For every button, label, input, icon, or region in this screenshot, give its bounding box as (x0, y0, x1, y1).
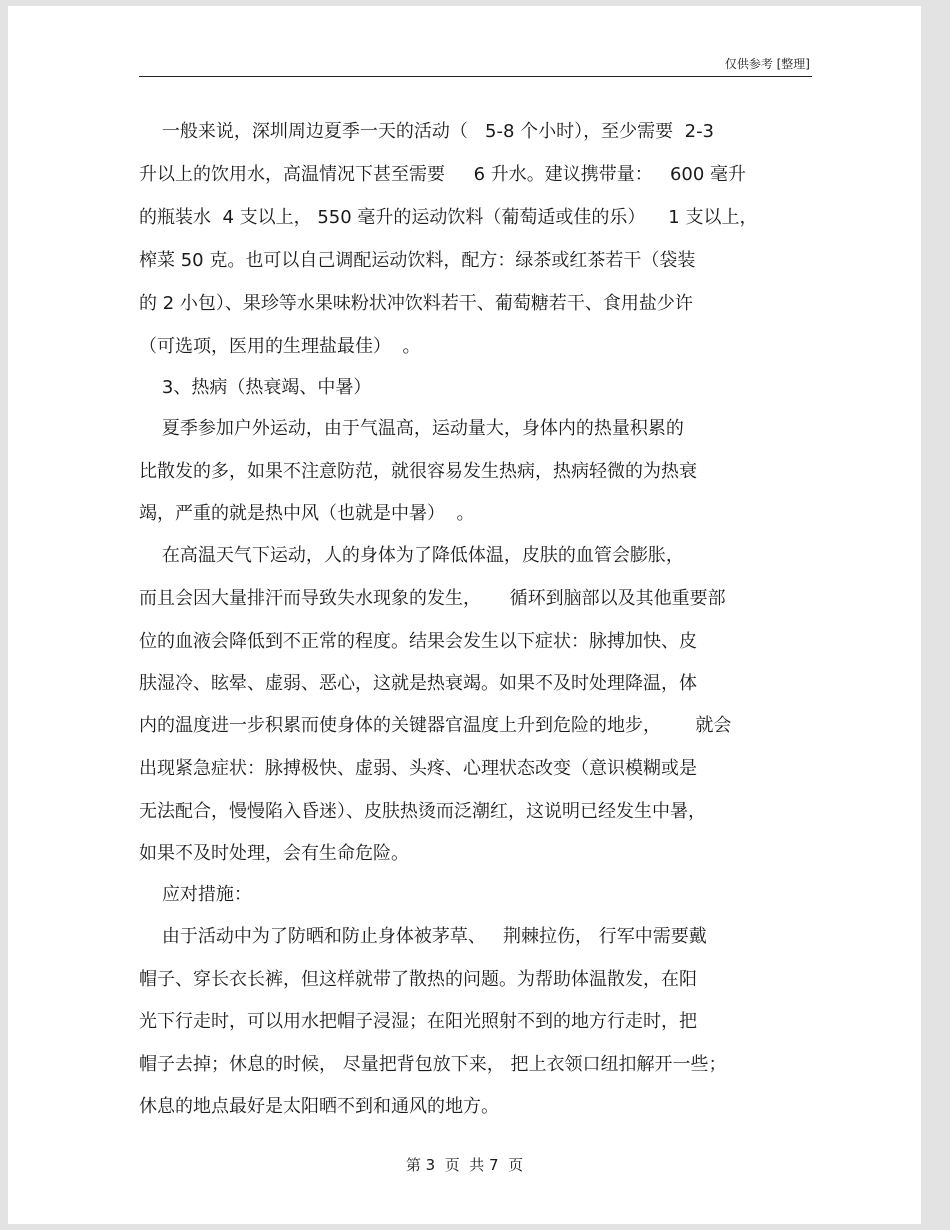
text-line: 如果不及时处理，会有生命危险。 (139, 843, 409, 864)
text-line: 帽子、穿长衣长裤，但这样就带了散热的问题。为帮助体温散发，在阳 (139, 969, 697, 990)
text-line: 在高温天气下运动，人的身体为了降低体温，皮肤的血管会膨胀， (139, 545, 684, 566)
header-divider (139, 76, 812, 77)
text-line: 光下行走时，可以用水把帽子浸湿；在阳光照射不到的地方行走时，把 (139, 1011, 697, 1032)
page-header: 仅供参考 [整理] (724, 57, 810, 71)
text-line: 而且会因大量排汗而导致失水现象的发生， 循环到脑部以及其他重要部 (139, 588, 726, 609)
text-line: 无法配合，慢慢陷入昏迷）、皮肤热烫而泛潮红，这说明已经发生中暑， (139, 801, 706, 822)
section-heading: 应对措施： (139, 884, 252, 905)
text-line: （可选项，医用的生理盐最佳） 。 (139, 336, 421, 357)
text-line: 帽子去掉；休息的时候， 尽量把背包放下来， 把上衣领口纽扣解开一些； (139, 1054, 727, 1075)
text-line: 的瓶装水 4 支以上， 550 毫升的运动饮料（葡萄适或佳的乐） 1 支以上， (139, 207, 758, 228)
text-line: 位的血液会降低到不正常的程度。结果会发生以下症状：脉搏加快、皮 (139, 631, 697, 652)
text-line: 内的温度进一步积累而使身体的关键器官温度上升到危险的地步， 就会 (139, 715, 732, 736)
text-line: 一般来说，深圳周边夏季一天的活动（ 5-8 个小时），至少需要 2-3 (139, 121, 715, 142)
document-page (8, 6, 921, 1224)
text-line: 竭，严重的就是热中风（也就是中暑） 。 (139, 503, 475, 524)
text-line: 肤湿冷、眩晕、虚弱、恶心，这就是热衰竭。如果不及时处理降温，体 (139, 673, 697, 694)
text-line: 由于活动中为了防晒和防止身体被茅草、 荆棘拉伤， 行军中需要戴 (139, 926, 707, 947)
text-line: 升以上的饮用水，高温情况下甚至需要 6 升水。建议携带量： 600 毫升 (139, 164, 747, 185)
text-line: 休息的地点最好是太阳晒不到和通风的地方。 (139, 1096, 499, 1117)
text-line: 榨菜 50 克。也可以自己调配运动饮料，配方：绿茶或红茶若干（袋装 (139, 250, 696, 271)
text-line: 夏季参加户外运动，由于气温高，运动量大，身体内的热量积累的 (139, 418, 684, 439)
section-heading: 3、热病（热衰竭、中暑） (139, 377, 372, 398)
text-line: 比散发的多，如果不注意防范，就很容易发生热病，热病轻微的为热衰 (139, 461, 697, 482)
text-line: 出现紧急症状：脉搏极快、虚弱、头疼、心理状态改变（意识模糊或是 (139, 758, 697, 779)
page-number: 第 3 页 共 7 页 (405, 1156, 524, 1174)
text-line: 的 2 小包）、果珍等水果味粉状冲饮料若干、葡萄糖若干、食用盐少许 (139, 293, 693, 314)
